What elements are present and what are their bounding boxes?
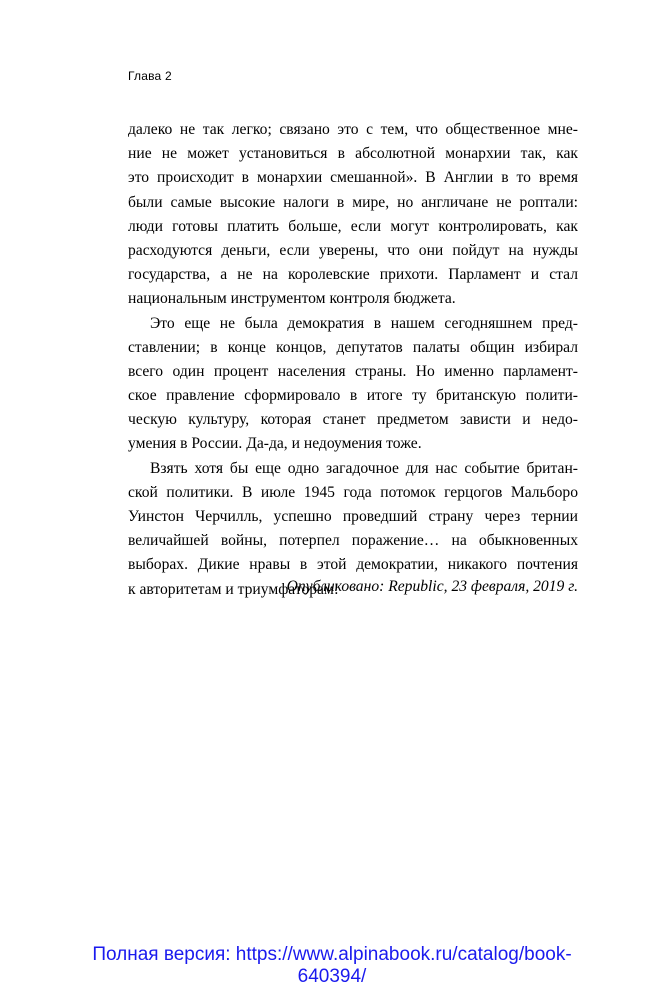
text-line: далеко не так легко; связано это с тем, что общественное мне- [128, 121, 578, 138]
text-line: Взять хотя бы еще одно загадочное для нас событие британ- [150, 459, 578, 477]
paragraph-2 [128, 312, 578, 457]
text-line: Это еще не была демократия в нашем сегодняшнем пред- [150, 314, 578, 332]
full-version-link-line-1[interactable]: Полная версия: https://www.alpinabook.ru/catalog/book- [92, 944, 572, 965]
text-line: люди готовы платить больше, если могут контролировать, как [128, 217, 578, 235]
running-head: Глава 2 [128, 69, 172, 83]
full-version-link[interactable] [0, 944, 664, 988]
text-line: всего один процент населения страны. Но именно парламент- [128, 362, 578, 380]
publication-signature: Опубликовано: Republic, 23 февраля, 2019 г. [286, 578, 578, 595]
text-line: ставлении; в конце концов, депутатов палаты общин избирал [128, 338, 578, 356]
body-text [128, 118, 578, 602]
text-line: ской политики. В июле 1945 года потомок герцогов Мальборо [128, 483, 578, 501]
full-version-link-line-2[interactable]: 640394/ [297, 966, 367, 987]
text-line: к авторитетам и триумфаторам! [128, 580, 340, 598]
paragraph-1 [128, 118, 578, 312]
text-line: умения в России. Да-да, и недоумения тоже. [128, 435, 422, 453]
text-line: государства, а не на королевские прихоти. Парламент и стал [128, 266, 578, 284]
text-line: национальным инструментом контроля бюджета. [128, 290, 456, 308]
text-line: ское правление сформировало в итоге ту британскую полити- [128, 387, 578, 405]
text-line: расходуются деньги, если уверены, что они пойдут на нужды [128, 241, 578, 259]
text-line: это происходит в монархии смешанной». В Англии в то время [128, 169, 578, 187]
text-line: выборах. Дикие нравы в этой демократии, никакого почтения [128, 556, 578, 574]
text-line: были самые высокие налоги в мире, но англичане не роптали: [128, 193, 578, 211]
text-line: ческую культуру, которая станет предметом зависти и недо- [128, 411, 578, 429]
text-line: ние не может установиться в абсолютной монархии так, как [128, 145, 578, 163]
text-line: Уинстон Черчилль, успешно проведший страну через тернии [128, 508, 578, 525]
text-line: величайшей войны, потерпел поражение… на обыкновенных [128, 532, 578, 550]
